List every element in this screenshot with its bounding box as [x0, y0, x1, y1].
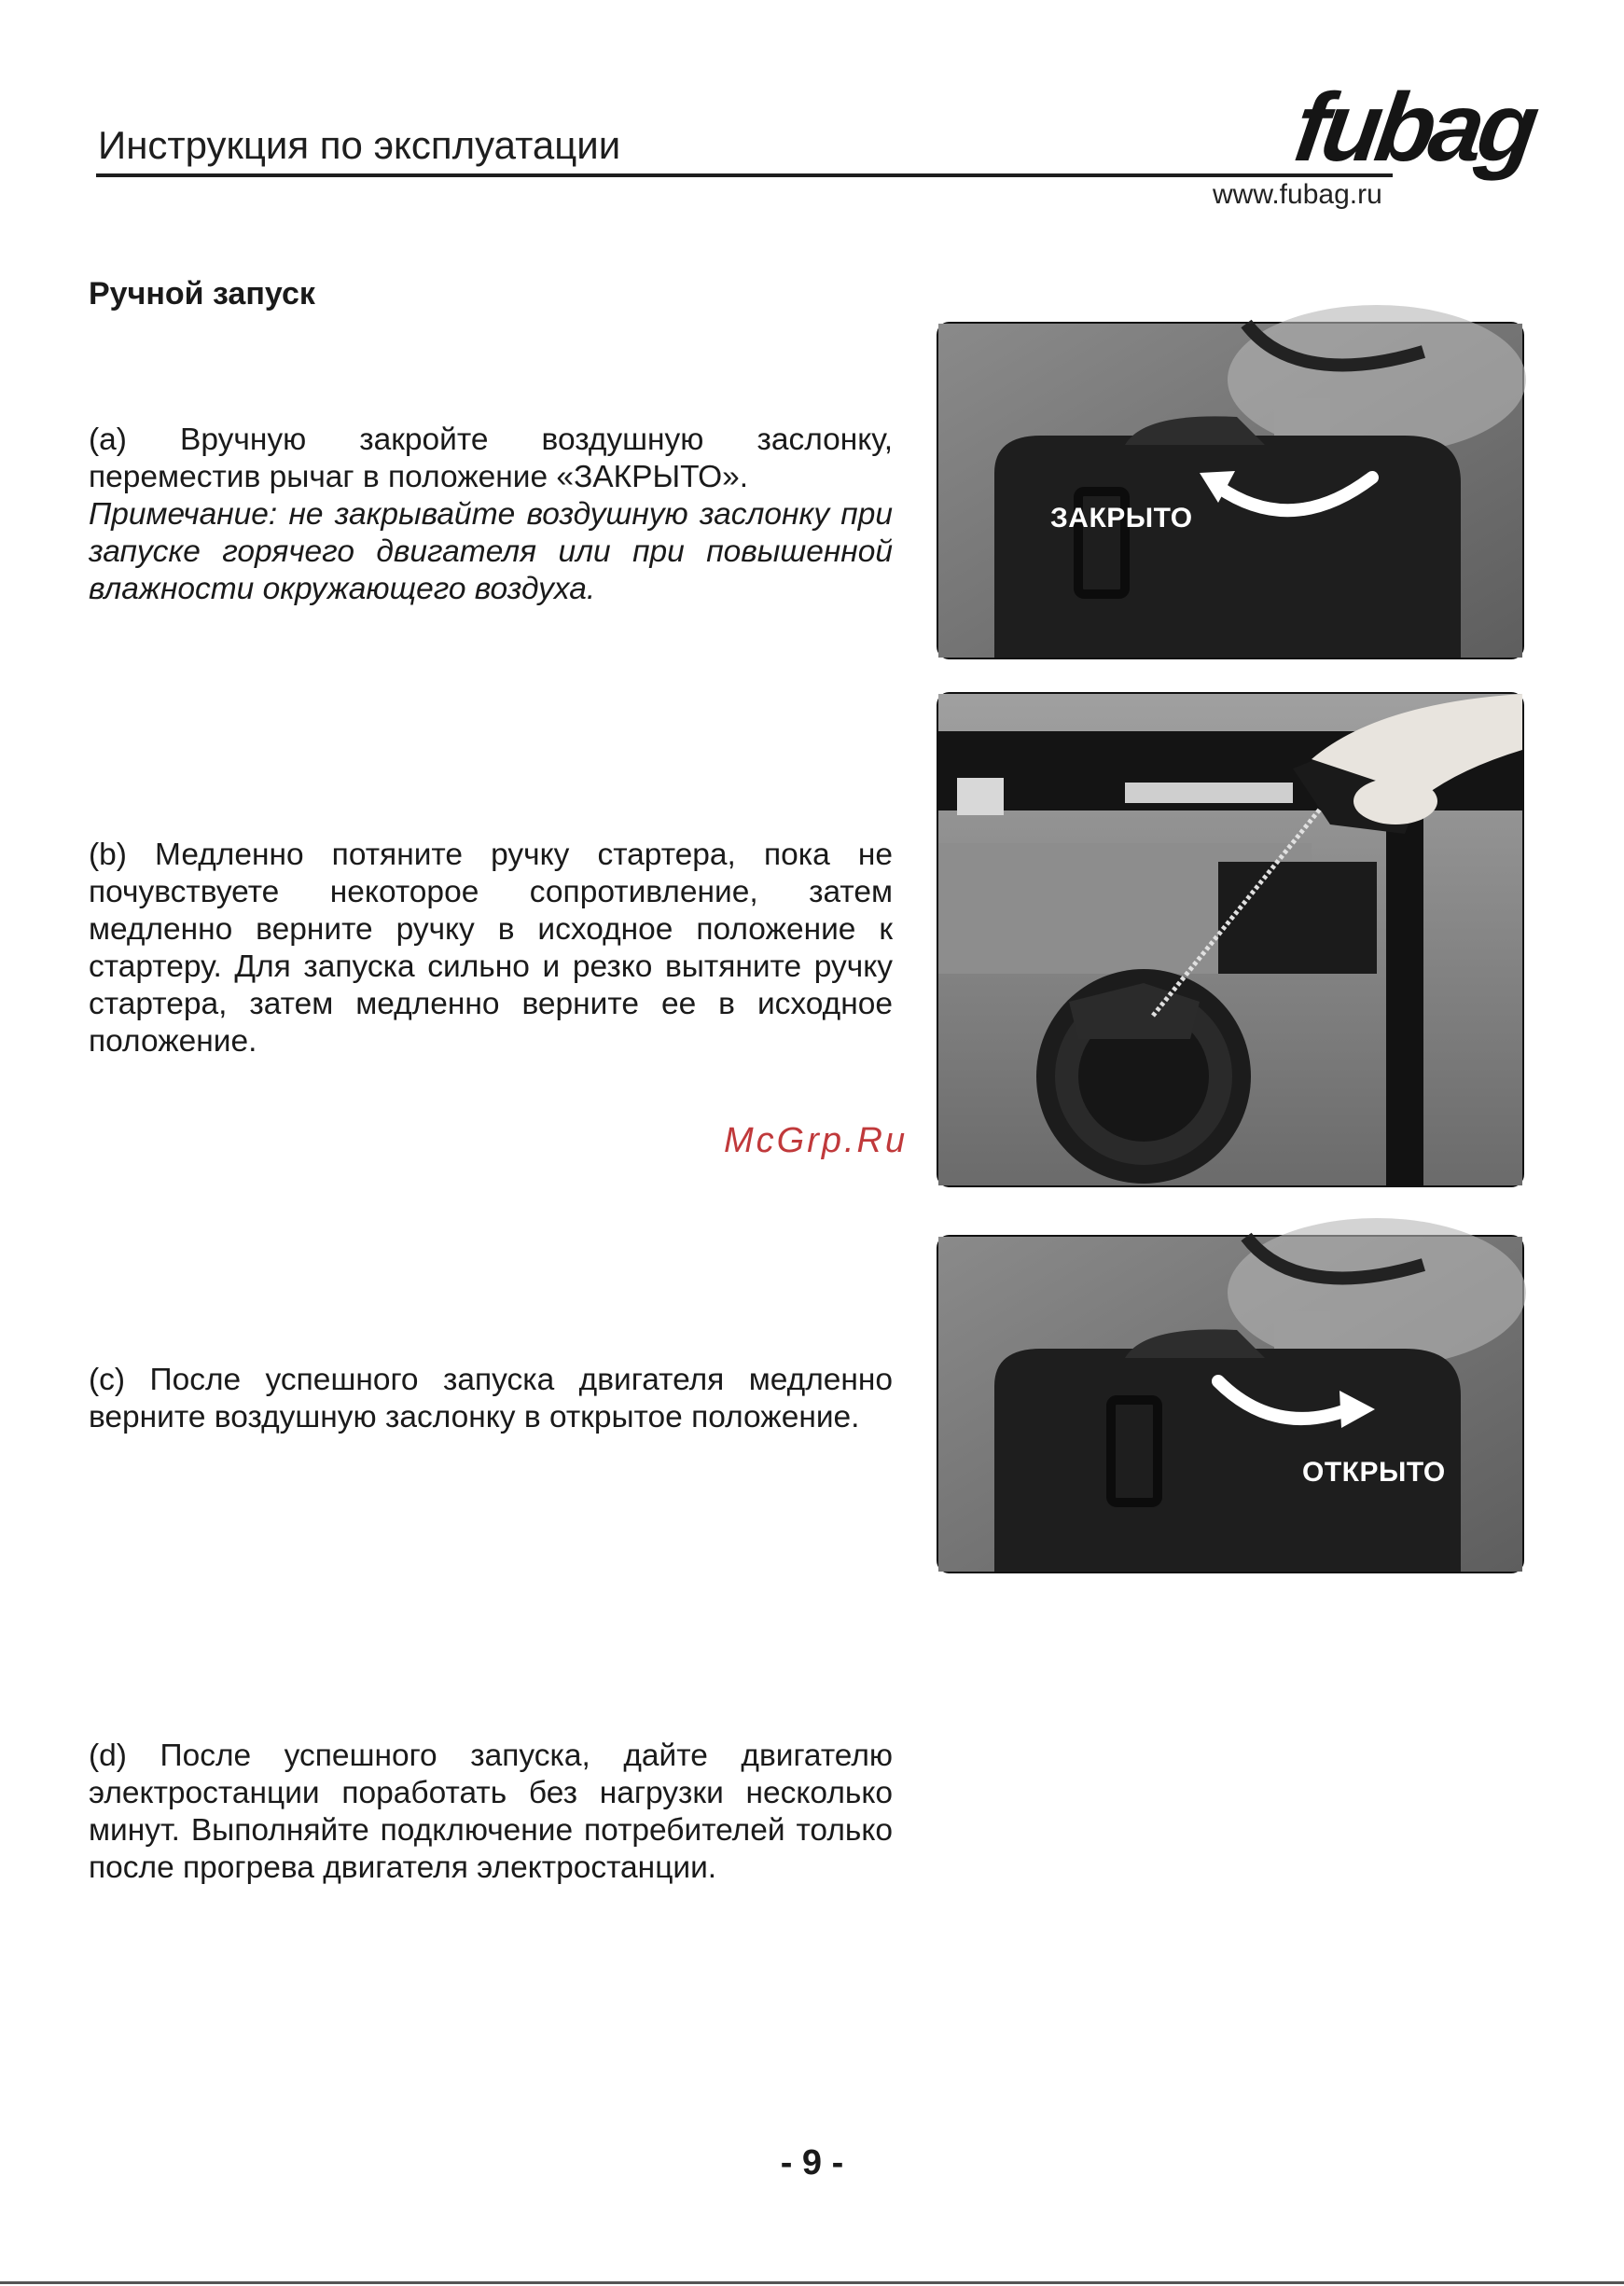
section-title: Ручной запуск [89, 276, 315, 312]
page-number: - 9 - [780, 2143, 844, 2182]
fubag-logo [1288, 73, 1540, 190]
bottom-rule [0, 2281, 1624, 2284]
fubag-logo-text: fubag [1288, 73, 1540, 182]
step-d [89, 1738, 893, 1887]
label-closed: ЗАКРЫТО [1050, 503, 1193, 533]
photo-recoil-starter [937, 692, 1524, 1187]
step-c-text: (c) После успешного запуска двигателя медленно верните воздушную заслонку в открытое положение. [89, 1363, 893, 1434]
photo-choke-open [937, 1235, 1524, 1573]
header-rule [96, 173, 1393, 177]
label-open: ОТКРЫТО [1302, 1457, 1446, 1488]
step-d-text: (d) После успешного запуска, дайте двигателю электростанции поработать без нагрузки несколько минут. Выполняйте подключение потребителей только после прогрева двигателя электростанции. [89, 1739, 893, 1885]
step-c [89, 1362, 893, 1436]
photo-choke-closed-illustration [938, 324, 1522, 658]
step-a [89, 422, 893, 608]
step-b [89, 837, 893, 1060]
step-a-note: Примечание: не закрывайте воздушную заслонку при запуске горячего двигателя или при повышенной влажности окружающего воздуха. [89, 497, 893, 606]
website-link[interactable]: www.fubag.ru [1213, 179, 1382, 210]
step-b-text: (b) Медленно потяните ручку стартера, пока не почувствуете некоторое сопротивление, затем медленно верните ручку в исходное положение к стартеру. Для запуска сильно и резко вытяните ручку стартера, затем медленно верните ее в исходное положение. [89, 838, 893, 1059]
photo-choke-open-illustration [938, 1237, 1522, 1572]
watermark: McGrp.Ru [724, 1121, 909, 1160]
header-title: Инструкция по эксплуатации [98, 123, 621, 167]
photo-choke-closed [937, 322, 1524, 659]
step-a-text: (a) Вручную закройте воздушную заслонку, переместив рычаг в положение «ЗАКРЫТО». [89, 423, 893, 494]
photo-recoil-starter-illustration [938, 694, 1522, 1185]
